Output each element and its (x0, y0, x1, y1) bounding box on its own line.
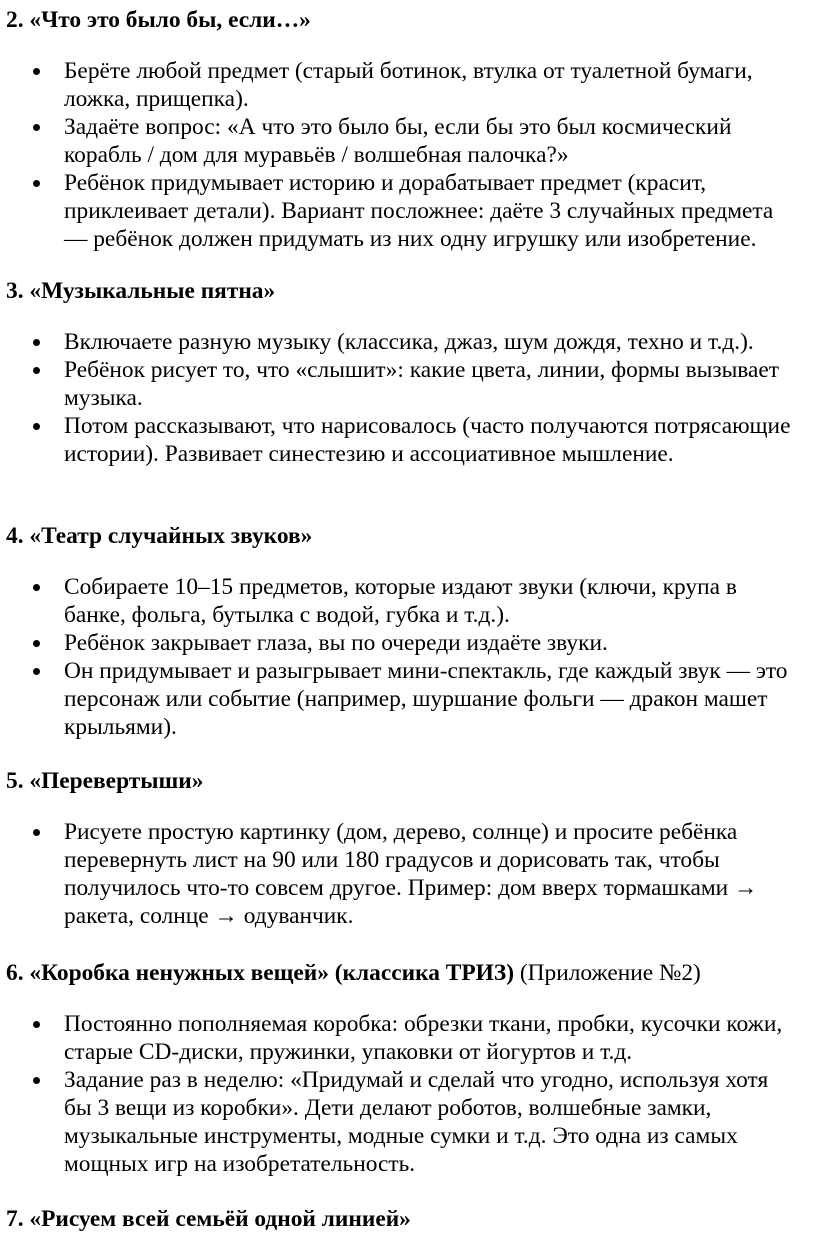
list-item: Собираете 10–15 предметов, которые издают звуки (ключи, крупа в банке, фольга, бутылка с водой, губка и т.д.). (0, 573, 798, 629)
bullet-icon (33, 68, 40, 75)
bullet-icon (33, 423, 40, 430)
list-item: Ребёнок придумывает историю и дорабатывает предмет (красит, приклеивает детали). Вариант посложнее: даёте 3 случайных предмета — ребёнок должен придумать из них одну игрушку или изобретение. (0, 169, 798, 253)
list-item: Берёте любой предмет (старый ботинок, втулка от туалетной бумаги, ложка, прищепка). (0, 57, 798, 113)
bullet-icon (33, 339, 40, 346)
bullet-list (0, 328, 816, 468)
list-item: Задание раз в неделю: «Придумай и сделай что угодно, используя хотя бы 3 вещи из коробки». Дети делают роботов, волшебные замки, музыкальные инструменты, модные сумки и т.д. Это одна из самых мощных игр на изобретательность. (0, 1066, 798, 1178)
bullet-list (0, 818, 816, 930)
bullet-icon (33, 829, 40, 836)
section-heading: 6. «Коробка ненужных вещей» (классика ТРИЗ) (Приложение №2) (6, 960, 701, 986)
list-item: Ребёнок закрывает глаза, вы по очереди издаёте звуки. (0, 629, 798, 657)
bullet-list (0, 573, 816, 741)
list-item: Задаёте вопрос: «А что это было бы, если бы это был космический корабль / дом для муравьёв / волшебная палочка?» (0, 113, 798, 169)
bullet-icon (33, 668, 40, 675)
list-item: Постоянно пополняемая коробка: обрезки ткани, пробки, кусочки кожи, старые CD-диски, пружинки, упаковки от йогуртов и т.д. (0, 1010, 798, 1066)
bullet-list (0, 1010, 816, 1178)
list-item: Потом рассказывают, что нарисовалось (часто получаются потрясающие истории). Развивает синестезию и ассоциативное мышление. (0, 412, 798, 468)
bullet-icon (33, 180, 40, 187)
list-item: Включаете разную музыку (классика, джаз, шум дождя, техно и т.д.). (0, 328, 798, 356)
bullet-list (0, 57, 816, 253)
bullet-icon (33, 1077, 40, 1084)
bullet-icon (33, 584, 40, 591)
list-item: Он придумывает и разыгрывает мини-спектакль, где каждый звук — это персонаж или событие (например, шуршание фольги — дракон машет крыльями). (0, 657, 798, 741)
bullet-icon (33, 367, 40, 374)
section-heading: 5. «Перевертыши» (6, 768, 204, 794)
section-heading: 7. «Рисуем всей семьёй одной линией» (6, 1206, 411, 1232)
bullet-icon (33, 1021, 40, 1028)
list-item: Рисуете простую картинку (дом, дерево, солнце) и просите ребёнка перевернуть лист на 90 или 180 градусов и дорисовать так, чтобы получилось что-то совсем другое. Пример: дом вверх тормашками → ракета, солнце → одуванчик. (0, 818, 798, 930)
list-item: Ребёнок рисует то, что «слышит»: какие цвета, линии, формы вызывает музыка. (0, 356, 798, 412)
section-heading: 4. «Театр случайных звуков» (6, 523, 313, 549)
section-heading: 2. «Что это было бы, если…» (6, 7, 311, 33)
bullet-icon (33, 640, 40, 647)
section-heading: 3. «Музыкальные пятна» (6, 278, 276, 304)
bullet-icon (33, 124, 40, 131)
